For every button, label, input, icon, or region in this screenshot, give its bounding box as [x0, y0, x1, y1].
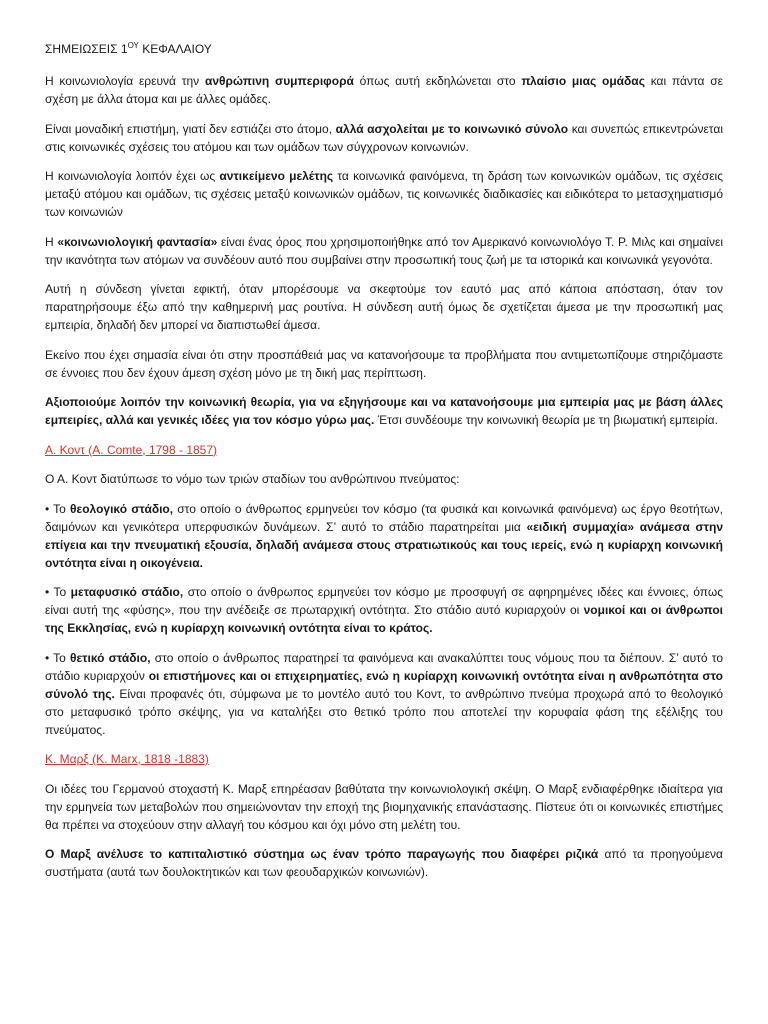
paragraph	[45, 780, 723, 834]
text-run: • Το	[45, 650, 70, 665]
title-rest: ΚΕΦΑΛΑΙΟΥ	[138, 42, 212, 56]
bold-text: θετικό στάδιο,	[70, 650, 151, 665]
text-run: στο οποίο ο άνθρωπος ερμηνεύει τον κόσμο (τα φυσικά και κοινωνικά φαινόμενα) ως έργο θεοτήτων, δαιμόνων και γενικότερα υπερφυσικών δυνάμεων. Σ’ αυτό το στάδιο παρατηρείται μια	[45, 501, 724, 534]
paragraph	[45, 583, 723, 637]
bold-text: «ειδική συμμαχία» ανάμεσα στην επίγεια και την πνευματική εξουσία, δηλαδή ανάμεσα στους στρατιωτικούς και τους ιερείς, ενώ η κυρίαρχη κοινωνική οντότητα είναι η οικογένεια.	[45, 519, 723, 570]
text-run: Αυτή η σύνδεση γίνεται εφικτή, όταν μπορέσουμε να σκεφτούμε τον εαυτό μας από κάποια απόσταση, όταν τον παρατηρήσουμε έξω από την καθημερινή μας ρουτίνα. Η σύνδεση αυτή όμως δε σχετίζεται άμεσα με την προσωπική μας εμπειρία, δηλαδή δεν μπορεί να διαπιστωθεί άμεσα.	[45, 282, 723, 332]
text-run: όπως αυτή εκδηλώνεται στο	[353, 74, 522, 88]
text-run: Α. Κοντ (A. Comte, 1798 - 1857)	[45, 442, 218, 457]
text-run: στο οποίο ο άνθρωπος παρατηρεί τα φαινόμενα και ανακαλύπτει τους νόμους που τα διέπουν. Σ’ αυτό το στάδιο κυριαρχούν	[45, 650, 723, 683]
text-run: Ο Α. Κοντ διατύπωσε το νόμο των τριών σταδίων του ανθρώπινου πνεύματος:	[45, 472, 460, 486]
bold-text: Αξιοποιούμε λοιπόν την κοινωνική θεωρία, για να εξηγήσουμε και να κατανοήσουμε μια εμπειρία μας με βάση άλλες εμπειρίες, αλλά και γενικές ιδέες για τον κόσμο γύρω μας.	[45, 395, 723, 427]
document-page	[45, 40, 723, 893]
text-run: από τα προηγούμενα συστήματα (αυτά των δουλοκτητικών και των φεουδαρχικών κοινωνιών).	[45, 847, 723, 879]
text-run: τα κοινωνικά φαινόμενα, τη δράση των κοινωνικών ομάδων, τις σχέσεις μεταξύ ατόμου και ομάδων, τις σχέσεις μεταξύ κοινωνικών ομάδων, τις κοινωνικές διαδικασίες και ειδικότερα το μετασχηματισμό των κοινωνιών	[45, 169, 723, 219]
section-heading	[45, 441, 723, 459]
bold-text: «κοινωνιολογική φαντασία»	[57, 234, 218, 249]
document-body	[45, 72, 723, 881]
bold-text: οι επιστήμονες και οι επιχειρηματίες, ενώ η κυρίαρχη κοινωνική οντότητα είναι η ανθρωπότητα στο σύνολό της.	[45, 668, 723, 701]
paragraph	[45, 280, 723, 334]
bold-text: μεταφυσικό στάδιο,	[70, 585, 184, 599]
text-run: Είναι προφανές ότι, σύμφωνα με το μοντέλο αυτό του Κοντ, το ανθρώπινο πνεύμα προχωρά από το θεολογικό στο μεταφυσικό τρόπο σκέψης, για να καταλήξει στο θετικό τρόπο που αποτελεί την κορυφαία φάση της εξέλιξης του πνεύματος.	[45, 686, 723, 737]
bold-text: ανθρώπινη συμπεριφορά	[204, 74, 354, 88]
paragraph	[45, 346, 723, 382]
paragraph	[45, 649, 723, 739]
bold-text: νομικοί και οι άνθρωποι της Εκκλησίας, ενώ η κυρίαρχη κοινωνική οντότητα είναι το κράτος.	[45, 603, 723, 635]
text-run: • Το	[45, 501, 71, 516]
bold-text: θεολογικό στάδιο,	[70, 501, 174, 516]
paragraph	[45, 72, 723, 108]
bold-text: αλλά ασχολείται με το κοινωνικό σύνολο	[335, 121, 569, 136]
text-run: Η κοινωνιολογία ερευνά την	[45, 74, 205, 88]
title-main: ΣΗΜΕΙΩΣΕΙΣ 1	[45, 42, 128, 56]
paragraph	[45, 393, 723, 429]
text-run: στο οποίο ο άνθρωπος ερμηνεύει τον κόσμο με προσφυγή σε αφηρημένες ιδέες και έννοιες, όπως είναι αυτή της «φύσης», που την ανέδειξε σε πρωταρχική οντότητα. Στο στάδιο αυτό κυριαρχούν οι	[45, 585, 724, 617]
paragraph	[45, 470, 723, 488]
text-run: και συνεπώς επικεντρώνεται στις κοινωνικές σχέσεις του ατόμου και των ομάδων των σύγχρονων κοινωνιών.	[45, 121, 723, 154]
text-run: Η κοινωνιολογία λοιπόν έχει ως	[45, 169, 220, 183]
bold-text: αντικείμενο μελέτης	[219, 169, 334, 183]
text-run: • Το	[45, 585, 71, 599]
text-run: Η	[45, 234, 58, 249]
title-superscript: ΟΥ	[127, 41, 139, 50]
paragraph	[45, 233, 723, 269]
document-title	[45, 40, 723, 58]
paragraph	[45, 845, 723, 881]
paragraph	[45, 500, 723, 572]
paragraph	[45, 167, 723, 221]
paragraph	[45, 120, 723, 156]
text-run: Έτσι συνδέουμε την κοινωνική θεωρία με τη βιωματική εμπειρία.	[374, 413, 718, 427]
bold-text: Ο Μαρξ ανέλυσε το καπιταλιστικό σύστημα ως έναν τρόπο παραγωγής που διαφέρει ριζικά	[45, 847, 599, 861]
text-run: και πάντα σε σχέση με άλλα άτομα και με άλλες ομάδες.	[45, 74, 723, 106]
bold-text: πλαίσιο μιας ομάδας	[521, 74, 645, 88]
text-run: Κ. Μαρξ (K. Marx, 1818 -1883)	[45, 752, 209, 766]
section-heading	[45, 750, 723, 768]
text-run: Οι ιδέες του Γερμανού στοχαστή Κ. Μαρξ επηρέασαν βαθύτατα την κοινωνιολογική σκέψη. Ο Μαρξ ενδιαφέρθηκε ιδιαίτερα για την ερμηνεία των μεταβολών που σημειώνονταν την εποχή της βιομηχανικής επανάστασης. Πίστευε ότι οι κοινωνικές επιστήμες θα πρέπει να στοχεύουν στην αλλαγή του κόσμου και όχι μόνο στη μελέτη του.	[45, 781, 723, 832]
text-run: Εκείνο που έχει σημασία είναι ότι στην προσπάθειά μας να κατανοήσουμε τα προβλήματα που αντιμετωπίζουμε στηριζόμαστε σε έννοιες που δεν έχουν άμεση σχέση μόνο με τη δική μας περίπτωση.	[45, 347, 723, 380]
text-run: είναι ένας όρος που χρησιμοποιήθηκε από τον Αμερικανό κοινωνιολόγο Τ. Ρ. Μιλς και σημαίνει την ικανότητα των ατόμων να συνδέουν αυτό που συμβαίνει στην προσωπική τους ζωή με τα ιστορικά και κοινωνικά γεγονότα.	[45, 234, 723, 267]
text-run: Είναι μοναδική επιστήμη, γιατί δεν εστιάζει στο άτομο,	[45, 121, 336, 136]
